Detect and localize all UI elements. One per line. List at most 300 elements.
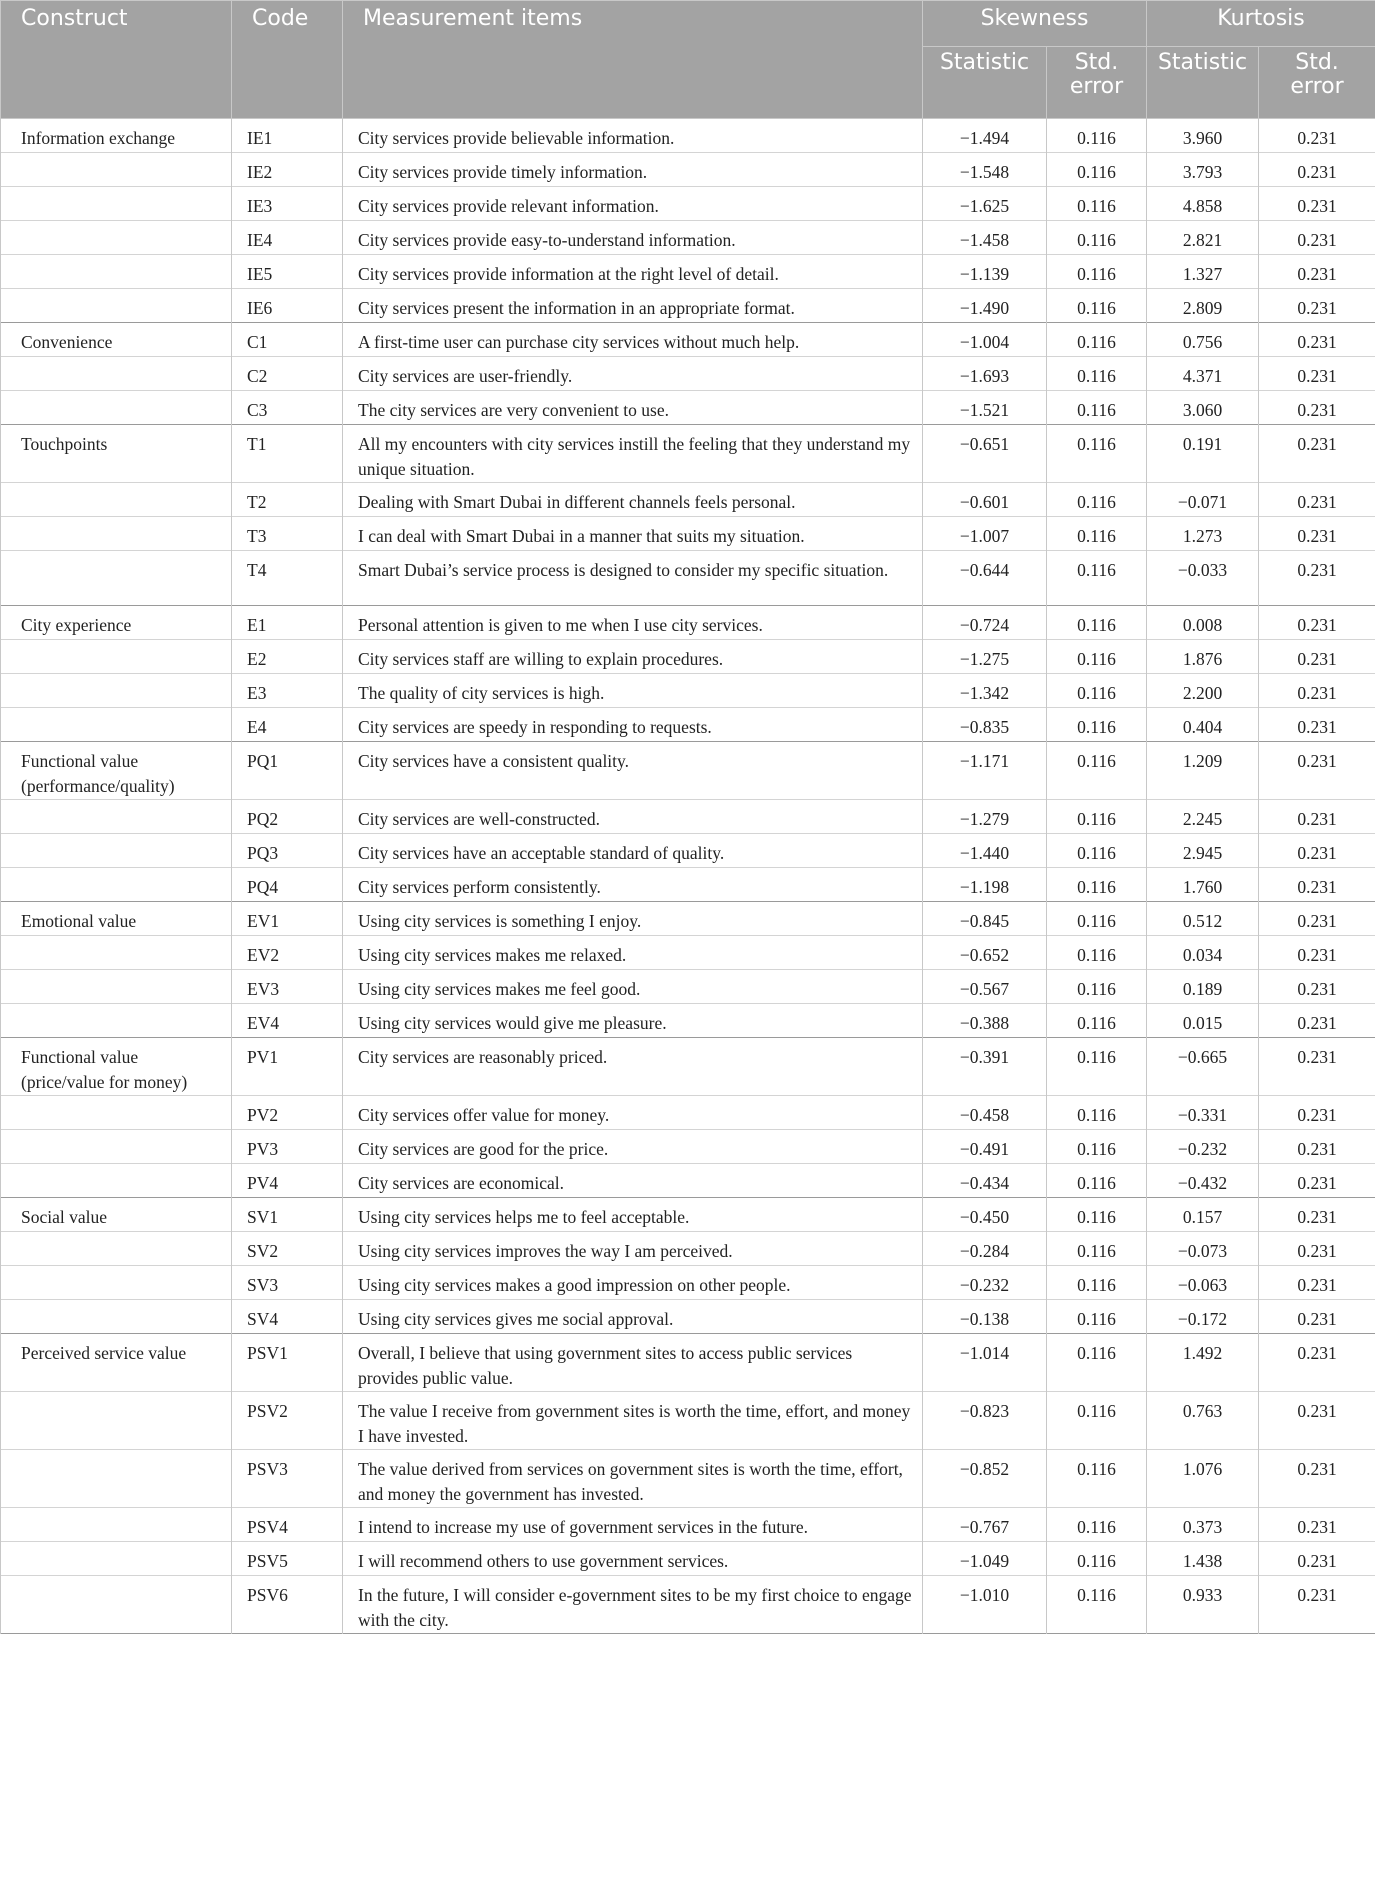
table-row [1,1130,1375,1164]
kurtosis-std-error-cell: 0.231 [1259,674,1375,708]
code-cell: SV1 [232,1198,343,1232]
measurement-item-cell: City services staff are willing to explain procedures. [343,640,923,674]
kurtosis-statistic-cell: −0.063 [1147,1266,1259,1300]
measurement-item-cell: Using city services helps me to feel acceptable. [343,1198,923,1232]
construct-cell [1,1450,232,1508]
skewness-std-error-cell: 0.116 [1047,1576,1147,1634]
kurtosis-statistic-cell: 0.008 [1147,606,1259,640]
kurtosis-std-error-cell: 0.231 [1259,1004,1375,1038]
header-kurt-std-error: Std. error [1259,47,1375,119]
skewness-statistic-cell: −1.010 [923,1576,1047,1634]
skewness-statistic-cell: −0.284 [923,1232,1047,1266]
kurtosis-statistic-cell: 1.327 [1147,255,1259,289]
skewness-std-error-cell: 0.116 [1047,800,1147,834]
skewness-std-error-cell: 0.116 [1047,1130,1147,1164]
construct-cell [1,551,232,606]
table-row [1,1542,1375,1576]
table-row [1,1334,1375,1392]
skewness-statistic-cell: −0.232 [923,1266,1047,1300]
construct-cell [1,255,232,289]
kurtosis-statistic-cell: 1.209 [1147,742,1259,800]
construct-cell [1,1004,232,1038]
kurtosis-statistic-cell: 1.273 [1147,517,1259,551]
skewness-std-error-cell: 0.116 [1047,674,1147,708]
skewness-statistic-cell: −1.625 [923,187,1047,221]
code-cell: IE2 [232,153,343,187]
code-cell: T3 [232,517,343,551]
table-row [1,1266,1375,1300]
kurtosis-std-error-cell: 0.231 [1259,1576,1375,1634]
measurement-item-cell: The value I receive from government sites is worth the time, effort, and money I have invested. [343,1392,923,1450]
table-row [1,1004,1375,1038]
table-row [1,1392,1375,1450]
skewness-std-error-cell: 0.116 [1047,221,1147,255]
kurtosis-std-error-cell: 0.231 [1259,1198,1375,1232]
kurtosis-statistic-cell: 3.960 [1147,119,1259,153]
skewness-std-error-cell: 0.116 [1047,868,1147,902]
measurement-item-cell: City services are reasonably priced. [343,1038,923,1096]
construct-cell [1,289,232,323]
kurtosis-statistic-cell: 0.015 [1147,1004,1259,1038]
skewness-std-error-cell: 0.116 [1047,483,1147,517]
skewness-statistic-cell: −0.450 [923,1198,1047,1232]
table-row [1,800,1375,834]
code-cell: E4 [232,708,343,742]
kurtosis-statistic-cell: −0.071 [1147,483,1259,517]
code-cell: E3 [232,674,343,708]
skewness-std-error-cell: 0.116 [1047,1300,1147,1334]
skewness-std-error-cell: 0.116 [1047,551,1147,606]
construct-cell [1,708,232,742]
skewness-statistic-cell: −1.275 [923,640,1047,674]
skewness-statistic-cell: −0.644 [923,551,1047,606]
code-cell: T2 [232,483,343,517]
table-body [1,119,1375,1634]
skewness-std-error-cell: 0.116 [1047,1542,1147,1576]
skewness-std-error-cell: 0.116 [1047,1334,1147,1392]
code-cell: E1 [232,606,343,640]
code-cell: PQ4 [232,868,343,902]
kurtosis-statistic-cell: 2.245 [1147,800,1259,834]
code-cell: EV3 [232,970,343,1004]
table-row [1,936,1375,970]
skewness-statistic-cell: −0.823 [923,1392,1047,1450]
skewness-std-error-cell: 0.116 [1047,391,1147,425]
construct-cell: City experience [1,606,232,640]
header-skew-statistic: Statistic [923,47,1047,119]
table-row [1,674,1375,708]
construct-cell [1,1508,232,1542]
construct-cell [1,1130,232,1164]
measurement-item-cell: City services perform consistently. [343,868,923,902]
skewness-std-error-cell: 0.116 [1047,187,1147,221]
table-row [1,1198,1375,1232]
code-cell: EV4 [232,1004,343,1038]
kurtosis-std-error-cell: 0.231 [1259,1096,1375,1130]
construct-cell [1,1164,232,1198]
measurement-item-cell: City services are good for the price. [343,1130,923,1164]
measurement-item-cell: City services are well-constructed. [343,800,923,834]
construct-cell [1,1232,232,1266]
table-row [1,606,1375,640]
kurtosis-std-error-cell: 0.231 [1259,1542,1375,1576]
skewness-statistic-cell: −1.494 [923,119,1047,153]
skewness-std-error-cell: 0.116 [1047,970,1147,1004]
skewness-std-error-cell: 0.116 [1047,902,1147,936]
construct-cell [1,936,232,970]
construct-cell [1,1266,232,1300]
skewness-std-error-cell: 0.116 [1047,1450,1147,1508]
kurtosis-std-error-cell: 0.231 [1259,1038,1375,1096]
kurtosis-statistic-cell: −0.232 [1147,1130,1259,1164]
measurement-item-cell: Using city services would give me pleasure. [343,1004,923,1038]
construct-cell [1,1542,232,1576]
table-header [1,1,1375,119]
construct-cell [1,517,232,551]
skewness-statistic-cell: −0.458 [923,1096,1047,1130]
code-cell: T4 [232,551,343,606]
table-row [1,119,1375,153]
code-cell: C3 [232,391,343,425]
kurtosis-std-error-cell: 0.231 [1259,902,1375,936]
table-row [1,902,1375,936]
table-row [1,868,1375,902]
kurtosis-std-error-cell: 0.231 [1259,834,1375,868]
skewness-std-error-cell: 0.116 [1047,517,1147,551]
kurtosis-statistic-cell: 0.157 [1147,1198,1259,1232]
header-construct: Construct [1,1,232,119]
skewness-std-error-cell: 0.116 [1047,936,1147,970]
code-cell: PV4 [232,1164,343,1198]
construct-cell [1,391,232,425]
measurement-item-cell: Dealing with Smart Dubai in different channels feels personal. [343,483,923,517]
skewness-statistic-cell: −0.651 [923,425,1047,483]
measurement-item-cell: City services are economical. [343,1164,923,1198]
skewness-std-error-cell: 0.116 [1047,834,1147,868]
code-cell: PSV2 [232,1392,343,1450]
kurtosis-statistic-cell: −0.073 [1147,1232,1259,1266]
kurtosis-std-error-cell: 0.231 [1259,119,1375,153]
table-row [1,834,1375,868]
kurtosis-statistic-cell: 0.191 [1147,425,1259,483]
header-skew-std-error: Std. error [1047,47,1147,119]
measurement-item-cell: I intend to increase my use of government services in the future. [343,1508,923,1542]
measurement-item-cell: City services provide timely information. [343,153,923,187]
skewness-statistic-cell: −0.491 [923,1130,1047,1164]
kurtosis-std-error-cell: 0.231 [1259,425,1375,483]
kurtosis-statistic-cell: −0.033 [1147,551,1259,606]
table-row [1,1508,1375,1542]
kurtosis-statistic-cell: 0.373 [1147,1508,1259,1542]
kurtosis-statistic-cell: 1.076 [1147,1450,1259,1508]
measurement-item-cell: City services are user-friendly. [343,357,923,391]
construct-cell: Convenience [1,323,232,357]
measurement-item-cell: City services provide information at the right level of detail. [343,255,923,289]
table-row [1,391,1375,425]
header-skewness: Skewness [923,1,1147,47]
skewness-std-error-cell: 0.116 [1047,1004,1147,1038]
table-row [1,357,1375,391]
code-cell: PSV6 [232,1576,343,1634]
skewness-std-error-cell: 0.116 [1047,1096,1147,1130]
skewness-std-error-cell: 0.116 [1047,640,1147,674]
skewness-std-error-cell: 0.116 [1047,153,1147,187]
measurement-item-cell: Using city services is something I enjoy. [343,902,923,936]
measurement-item-cell: Using city services makes me feel good. [343,970,923,1004]
kurtosis-statistic-cell: 4.371 [1147,357,1259,391]
measurement-item-cell: City services provide easy-to-understand information. [343,221,923,255]
measurement-item-cell: Using city services gives me social approval. [343,1300,923,1334]
kurtosis-statistic-cell: 3.793 [1147,153,1259,187]
table-row [1,517,1375,551]
skewness-statistic-cell: −1.049 [923,1542,1047,1576]
kurtosis-statistic-cell: 0.034 [1147,936,1259,970]
construct-cell [1,187,232,221]
skewness-std-error-cell: 0.116 [1047,1038,1147,1096]
table-row [1,1164,1375,1198]
construct-cell [1,1576,232,1634]
measurement-item-cell: Using city services improves the way I am perceived. [343,1232,923,1266]
table-row [1,187,1375,221]
code-cell: IE3 [232,187,343,221]
kurtosis-std-error-cell: 0.231 [1259,742,1375,800]
code-cell: PQ1 [232,742,343,800]
construct-cell [1,1392,232,1450]
skewness-statistic-cell: −0.138 [923,1300,1047,1334]
measurement-item-cell: City services have an acceptable standard of quality. [343,834,923,868]
kurtosis-std-error-cell: 0.231 [1259,1392,1375,1450]
code-cell: PQ2 [232,800,343,834]
measurement-item-cell: The city services are very convenient to use. [343,391,923,425]
table-row [1,1038,1375,1096]
code-cell: PQ3 [232,834,343,868]
kurtosis-std-error-cell: 0.231 [1259,255,1375,289]
code-cell: PSV4 [232,1508,343,1542]
construct-cell [1,221,232,255]
skewness-std-error-cell: 0.116 [1047,1508,1147,1542]
measurement-item-cell: City services provide believable information. [343,119,923,153]
skewness-std-error-cell: 0.116 [1047,1232,1147,1266]
header-code: Code [232,1,343,119]
measurement-item-cell: In the future, I will consider e-government sites to be my first choice to engage with the city. [343,1576,923,1634]
kurtosis-statistic-cell: −0.665 [1147,1038,1259,1096]
kurtosis-std-error-cell: 0.231 [1259,391,1375,425]
measurement-item-cell: All my encounters with city services instill the feeling that they understand my unique situation. [343,425,923,483]
code-cell: PV2 [232,1096,343,1130]
code-cell: IE1 [232,119,343,153]
skewness-std-error-cell: 0.116 [1047,357,1147,391]
construct-cell: Perceived service value [1,1334,232,1392]
table-row [1,970,1375,1004]
kurtosis-statistic-cell: 1.492 [1147,1334,1259,1392]
table-row [1,221,1375,255]
skewness-statistic-cell: −0.845 [923,902,1047,936]
construct-cell [1,640,232,674]
code-cell: EV2 [232,936,343,970]
kurtosis-std-error-cell: 0.231 [1259,800,1375,834]
construct-cell [1,483,232,517]
kurtosis-statistic-cell: 0.763 [1147,1392,1259,1450]
skewness-statistic-cell: −1.198 [923,868,1047,902]
construct-cell: Functional value (performance/quality) [1,742,232,800]
skewness-std-error-cell: 0.116 [1047,606,1147,640]
kurtosis-std-error-cell: 0.231 [1259,868,1375,902]
skewness-statistic-cell: −0.391 [923,1038,1047,1096]
skewness-statistic-cell: −1.279 [923,800,1047,834]
kurtosis-statistic-cell: 4.858 [1147,187,1259,221]
kurtosis-std-error-cell: 0.231 [1259,936,1375,970]
kurtosis-statistic-cell: 1.876 [1147,640,1259,674]
code-cell: PV3 [232,1130,343,1164]
skewness-std-error-cell: 0.116 [1047,1266,1147,1300]
table-row [1,255,1375,289]
kurtosis-statistic-cell: −0.331 [1147,1096,1259,1130]
kurtosis-statistic-cell: 2.945 [1147,834,1259,868]
skewness-std-error-cell: 0.116 [1047,255,1147,289]
table-row [1,1450,1375,1508]
kurtosis-statistic-cell: −0.432 [1147,1164,1259,1198]
kurtosis-statistic-cell: 0.756 [1147,323,1259,357]
kurtosis-statistic-cell: −0.172 [1147,1300,1259,1334]
code-cell: IE6 [232,289,343,323]
skewness-std-error-cell: 0.116 [1047,425,1147,483]
kurtosis-statistic-cell: 2.809 [1147,289,1259,323]
construct-cell [1,153,232,187]
measurement-item-cell: I can deal with Smart Dubai in a manner that suits my situation. [343,517,923,551]
table-row [1,1576,1375,1634]
skewness-statistic-cell: −1.521 [923,391,1047,425]
kurtosis-statistic-cell: 2.200 [1147,674,1259,708]
construct-cell: Functional value (price/value for money) [1,1038,232,1096]
kurtosis-statistic-cell: 0.189 [1147,970,1259,1004]
code-cell: PV1 [232,1038,343,1096]
kurtosis-std-error-cell: 0.231 [1259,1508,1375,1542]
skewness-statistic-cell: −1.007 [923,517,1047,551]
code-cell: C2 [232,357,343,391]
measurement-item-cell: The quality of city services is high. [343,674,923,708]
header-kurt-statistic: Statistic [1147,47,1259,119]
kurtosis-std-error-cell: 0.231 [1259,640,1375,674]
construct-cell [1,357,232,391]
skewness-std-error-cell: 0.116 [1047,323,1147,357]
skewness-statistic-cell: −1.490 [923,289,1047,323]
kurtosis-std-error-cell: 0.231 [1259,970,1375,1004]
construct-cell: Social value [1,1198,232,1232]
table-row [1,1300,1375,1334]
kurtosis-statistic-cell: 1.760 [1147,868,1259,902]
code-cell: SV3 [232,1266,343,1300]
kurtosis-statistic-cell: 3.060 [1147,391,1259,425]
skewness-statistic-cell: −1.014 [923,1334,1047,1392]
skewness-statistic-cell: −1.004 [923,323,1047,357]
table-row [1,708,1375,742]
construct-cell [1,1300,232,1334]
construct-cell: Emotional value [1,902,232,936]
measurement-item-cell: A first-time user can purchase city services without much help. [343,323,923,357]
code-cell: E2 [232,640,343,674]
measurement-item-cell: Personal attention is given to me when I use city services. [343,606,923,640]
measurement-item-cell: The value derived from services on government sites is worth the time, effort, and money the government has invested. [343,1450,923,1508]
construct-cell [1,1096,232,1130]
kurtosis-statistic-cell: 0.933 [1147,1576,1259,1634]
measurement-item-cell: I will recommend others to use government services. [343,1542,923,1576]
code-cell: PSV1 [232,1334,343,1392]
kurtosis-std-error-cell: 0.231 [1259,517,1375,551]
header-items: Measurement items [343,1,923,119]
measurement-item-cell: City services offer value for money. [343,1096,923,1130]
skewness-std-error-cell: 0.116 [1047,1198,1147,1232]
construct-cell: Touchpoints [1,425,232,483]
table-row [1,1232,1375,1266]
skewness-std-error-cell: 0.116 [1047,1392,1147,1450]
construct-cell [1,970,232,1004]
skewness-std-error-cell: 0.116 [1047,289,1147,323]
kurtosis-std-error-cell: 0.231 [1259,323,1375,357]
code-cell: SV2 [232,1232,343,1266]
construct-cell [1,868,232,902]
kurtosis-std-error-cell: 0.231 [1259,1130,1375,1164]
skewness-std-error-cell: 0.116 [1047,708,1147,742]
skewness-statistic-cell: −1.458 [923,221,1047,255]
kurtosis-std-error-cell: 0.231 [1259,357,1375,391]
code-cell: IE4 [232,221,343,255]
construct-cell [1,674,232,708]
kurtosis-std-error-cell: 0.231 [1259,1266,1375,1300]
skewness-statistic-cell: −0.724 [923,606,1047,640]
code-cell: SV4 [232,1300,343,1334]
skewness-statistic-cell: −1.440 [923,834,1047,868]
kurtosis-std-error-cell: 0.231 [1259,221,1375,255]
skewness-statistic-cell: −1.139 [923,255,1047,289]
code-cell: T1 [232,425,343,483]
kurtosis-std-error-cell: 0.231 [1259,1450,1375,1508]
kurtosis-statistic-cell: 0.404 [1147,708,1259,742]
kurtosis-std-error-cell: 0.231 [1259,153,1375,187]
measurement-item-cell: Using city services makes me relaxed. [343,936,923,970]
kurtosis-std-error-cell: 0.231 [1259,1334,1375,1392]
kurtosis-std-error-cell: 0.231 [1259,1164,1375,1198]
code-cell: EV1 [232,902,343,936]
kurtosis-std-error-cell: 0.231 [1259,483,1375,517]
kurtosis-statistic-cell: 2.821 [1147,221,1259,255]
construct-cell [1,834,232,868]
skewness-statistic-cell: −0.767 [923,1508,1047,1542]
measurement-item-cell: City services present the information in an appropriate format. [343,289,923,323]
kurtosis-std-error-cell: 0.231 [1259,551,1375,606]
measurement-item-cell: Overall, I believe that using government sites to access public services provides public value. [343,1334,923,1392]
kurtosis-std-error-cell: 0.231 [1259,1300,1375,1334]
table-row [1,1096,1375,1130]
skewness-std-error-cell: 0.116 [1047,119,1147,153]
table-row [1,289,1375,323]
measurement-item-cell: City services have a consistent quality. [343,742,923,800]
skewness-statistic-cell: −0.835 [923,708,1047,742]
code-cell: C1 [232,323,343,357]
header-kurtosis: Kurtosis [1147,1,1375,47]
measurement-item-cell: Smart Dubai’s service process is designed to consider my specific situation. [343,551,923,606]
measurement-item-cell: City services provide relevant information. [343,187,923,221]
table-row [1,483,1375,517]
skewness-statistic-cell: −0.652 [923,936,1047,970]
table-row [1,425,1375,483]
table-row [1,153,1375,187]
skewness-std-error-cell: 0.116 [1047,1164,1147,1198]
code-cell: PSV3 [232,1450,343,1508]
kurtosis-std-error-cell: 0.231 [1259,187,1375,221]
skewness-statistic-cell: −0.852 [923,1450,1047,1508]
kurtosis-std-error-cell: 0.231 [1259,1232,1375,1266]
construct-cell: Information exchange [1,119,232,153]
